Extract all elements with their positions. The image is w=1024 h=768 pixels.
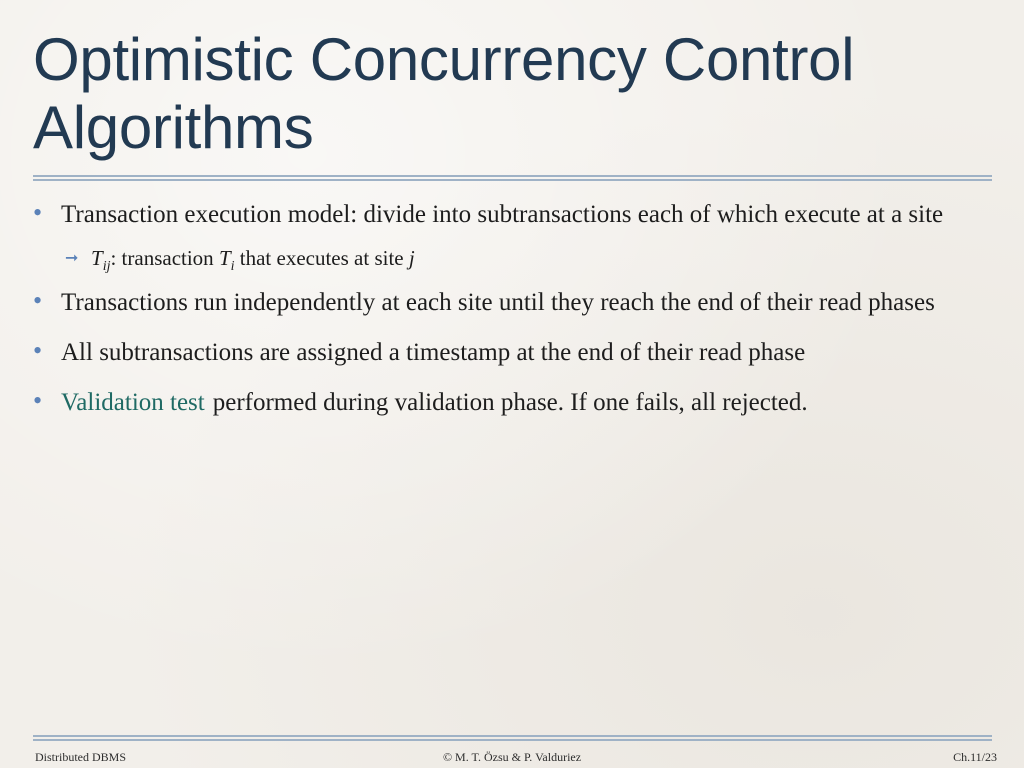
sub-bullet-item — [33, 243, 998, 273]
bullet-text: All subtransactions are assigned a timestamp at the end of their read phase — [61, 339, 806, 366]
transaction-subscript: ij — [102, 259, 111, 275]
bullet-text: Transactions run independently at each site until they reach the end of their read phases — [61, 289, 935, 316]
bullet-dot-icon: • — [33, 198, 43, 227]
bullet-text: Transaction execution model: divide into subtransactions each of which execute at a site — [61, 201, 944, 228]
bullet-dot-icon: • — [33, 386, 43, 415]
transaction-symbol-2: T — [218, 246, 231, 270]
bullet-item — [33, 286, 998, 319]
footer-copyright: © M. T. Özsu & P. Valduriez — [442, 750, 582, 764]
title-divider — [33, 175, 992, 181]
bullet-item — [33, 336, 998, 369]
sub-bullet-text: : transaction — [110, 246, 219, 270]
footer-course: Distributed DBMS — [35, 750, 127, 764]
transaction-subscript-2: i — [230, 259, 235, 275]
transaction-symbol: T — [91, 246, 103, 270]
slide-content — [33, 198, 998, 436]
slide-title: Optimistic Concurrency Control Algorithms — [33, 26, 855, 161]
bullet-item — [33, 198, 998, 231]
sub-bullet-text-2: that executes at site — [234, 246, 409, 270]
bullet-text: performed during validation phase. If one fails, all rejected. — [212, 389, 808, 416]
bullet-dot-icon: • — [33, 336, 43, 365]
site-symbol: j — [408, 246, 415, 270]
arrow-right-icon: ➞ — [65, 248, 79, 267]
footer-divider — [33, 735, 992, 741]
highlight-term: Validation test — [61, 389, 205, 416]
bullet-dot-icon: • — [33, 286, 43, 315]
footer-page-number: Ch.11/23 — [953, 750, 997, 764]
bullet-item — [33, 386, 998, 419]
